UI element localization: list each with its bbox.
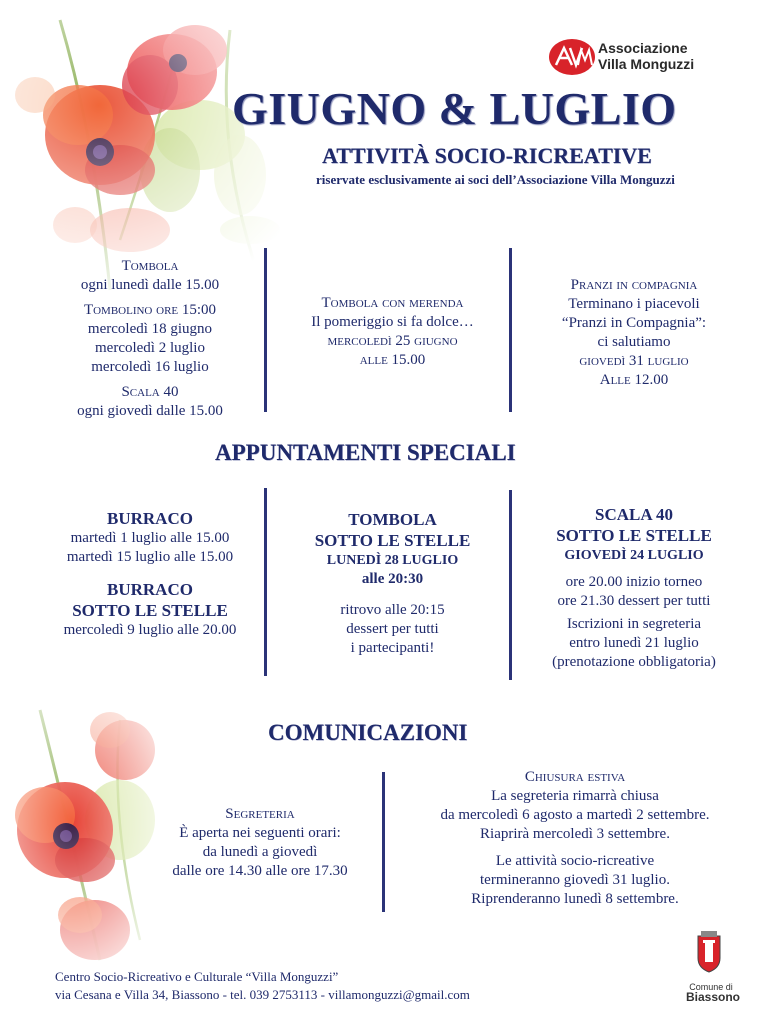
burraco-date-1: martedì 1 luglio alle 15.00 [70, 530, 230, 546]
scala-stelle-line3: Iscrizioni in segreteria [566, 616, 702, 632]
tombola-when: ogni lunedì dalle 15.00 [80, 277, 220, 293]
scala-stelle-line5: (prenotazione obbligatoria) [552, 654, 716, 670]
association-logo [548, 38, 708, 78]
segreteria-line1: È aperta nei seguenti orari: [179, 825, 341, 841]
biassono-coat-of-arms-icon [692, 930, 726, 974]
tombolino-date-3: mercoledì 16 luglio [91, 359, 209, 375]
special-section-title: APPUNTAMENTI SPECIALI [215, 440, 516, 465]
scala-stelle-date: GIOVEDÌ 24 LUGLIO [564, 548, 704, 563]
activities-col1 [40, 257, 260, 421]
page-title: GIUGNO & LUGLIO [232, 83, 677, 134]
divider-2 [509, 248, 512, 412]
segreteria-line3: dalle ore 14.30 alle ore 17.30 [172, 863, 348, 879]
activities-col2 [280, 294, 505, 370]
pranzi-line2: “Pranzi in Compagnia”: [561, 315, 707, 331]
comunicazioni-title: COMUNICAZIONI [268, 720, 468, 745]
tombola-merenda-time: alle 15.00 [359, 352, 426, 368]
burraco-stelle-date: mercoledì 9 luglio alle 20.00 [63, 622, 237, 638]
logo-line1: Associazione [598, 40, 688, 56]
pranzi-date: giovedì 31 luglio [579, 353, 689, 369]
special-col3 [520, 504, 748, 672]
scala-stelle-line4: entro lunedì 21 luglio [569, 635, 699, 651]
tombola-merenda-line1: Il pomeriggio si fa dolce… [311, 314, 474, 330]
scala-stelle-title2: SOTTO LE STELLE [556, 526, 712, 545]
members-note: riservate esclusivamente ai soci dell’Associazione Villa Monguzzi [316, 172, 675, 187]
divider-3 [264, 488, 267, 676]
comune-name: Biassono [686, 990, 741, 1004]
tombola-stelle-title1: TOMBOLA [348, 510, 437, 529]
chiusura-title: Chiusura estiva [524, 769, 626, 785]
burraco-stelle-title2: SOTTO LE STELLE [72, 601, 228, 620]
chiusura-line3: Riaprirà mercoledì 3 settembre. [480, 826, 670, 842]
segreteria-title: Segreteria [225, 806, 295, 822]
tombola-stelle-line3: i partecipanti! [350, 640, 435, 656]
pranzi-line1: Terminano i piacevoli [568, 296, 700, 312]
footer-line1: Centro Socio-Ricreativo e Culturale “Villa Monguzzi” [55, 969, 339, 984]
divider-4 [509, 490, 512, 680]
chiusura-line1: La segreteria rimarrà chiusa [491, 788, 659, 804]
tombola-stelle-line2: dessert per tutti [346, 621, 439, 637]
tombola-merenda-title: Tombola con merenda [321, 295, 464, 311]
tombolino-date-2: mercoledì 2 luglio [95, 340, 205, 356]
footer [55, 968, 470, 1004]
scala-stelle-title1: SCALA 40 [595, 505, 673, 524]
scala-when: ogni giovedì dalle 15.00 [77, 403, 223, 419]
activities-col3 [520, 276, 748, 390]
tombola-stelle-time: alle 20:30 [361, 571, 424, 587]
chiusura-line4: Le attività socio-ricreative [495, 853, 655, 869]
pranzi-title: Pranzi in compagnia [570, 277, 698, 293]
chiusura-line5: termineranno giovedì 31 luglio. [480, 872, 670, 888]
page-subtitle: ATTIVITÀ SOCIO-RICREATIVE [322, 143, 652, 168]
burraco-stelle-title1: BURRACO [107, 580, 193, 599]
avm-logo-icon [548, 38, 596, 76]
tombola-stelle-line1: ritrovo alle 20:15 [340, 602, 445, 618]
tombola-stelle-title2: SOTTO LE STELLE [314, 531, 471, 550]
chiusura-line2: da mercoledì 6 agosto a martedì 2 settembre. [440, 807, 710, 823]
comune-label-small: Comune di [689, 982, 733, 992]
special-col1 [40, 508, 260, 640]
burraco-date-2: martedì 15 luglio alle 15.00 [66, 549, 234, 565]
burraco-title: BURRACO [107, 509, 193, 528]
comune-label [686, 982, 741, 1004]
pranzi-line3: ci salutiamo [597, 334, 671, 350]
footer-line2: via Cesana e Villa 34, Biassono - tel. 039 2753113 - villamonguzzi@gmail.com [55, 987, 470, 1002]
tombolino-date-1: mercoledì 18 giugno [87, 321, 213, 337]
logo-line2: Villa Monguzzi [598, 56, 695, 72]
chiusura-line6: Riprenderanno lunedì 8 settembre. [471, 891, 679, 907]
tombola-merenda-date: mercoledì 25 giugno [327, 333, 458, 349]
scala-stelle-line2: ore 21.30 dessert per tutti [557, 593, 711, 609]
tombolino-title: Tombolino ore 15:00 [83, 302, 217, 318]
tombola-stelle-date: LUNEDÌ 28 LUGLIO [326, 553, 459, 568]
tombola-title: Tombola [121, 258, 179, 274]
chiusura-block [405, 768, 745, 909]
segreteria-line2: da lunedì a giovedì [202, 844, 318, 860]
divider-1 [264, 248, 267, 412]
divider-5 [382, 772, 385, 912]
segreteria-block [150, 805, 370, 881]
poppy-illustration-top [0, 0, 330, 300]
scala-title: Scala 40 [121, 384, 179, 400]
pranzi-time: Alle 12.00 [599, 372, 669, 388]
scala-stelle-line1: ore 20.00 inizio torneo [565, 574, 703, 590]
special-col2 [280, 509, 505, 658]
